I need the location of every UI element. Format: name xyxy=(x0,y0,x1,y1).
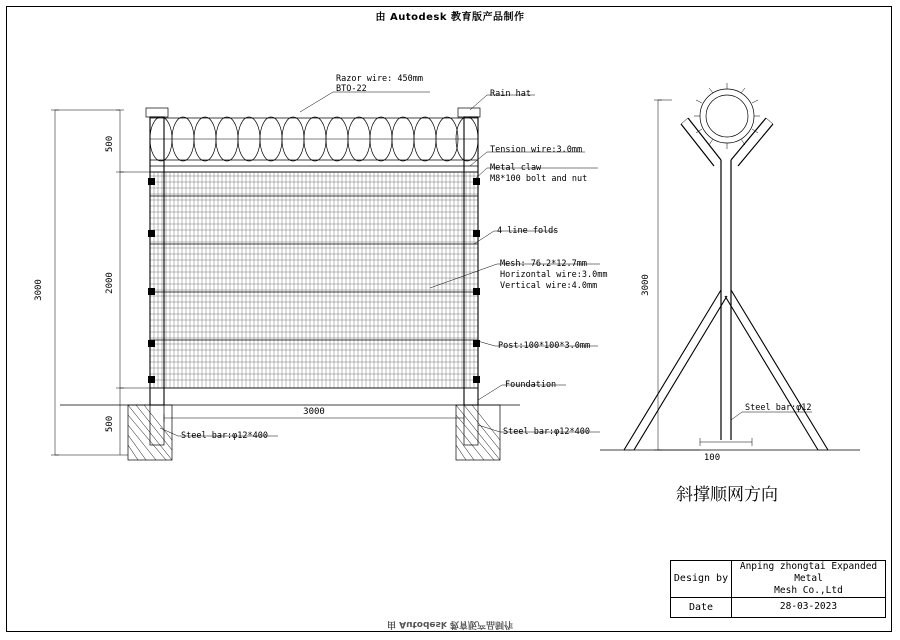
label-metal-claw-line2: M8*100 bolt and nut xyxy=(490,174,588,184)
dim-side-base: 100 xyxy=(703,453,721,463)
title-block-date-label: Date xyxy=(671,598,732,617)
dimension-side-base xyxy=(700,438,752,446)
leader-steel-bar-side xyxy=(731,412,812,420)
dimension-chain xyxy=(116,110,150,455)
label-post: Post:100*100*3.0mm xyxy=(498,341,591,351)
rain-hat xyxy=(146,108,480,117)
dimension-side-height xyxy=(654,100,700,450)
company-name-line1: Anping zhongtai Expanded Metal xyxy=(739,561,878,584)
title-block-row-date xyxy=(671,598,885,617)
dimension-total-height xyxy=(51,110,128,455)
dim-width: 3000 xyxy=(303,407,325,417)
label-steel-bar-right: Steel bar:φ12*400 xyxy=(503,427,590,437)
foundation-right xyxy=(456,405,500,460)
dim-mesh-height: 2000 xyxy=(105,272,115,294)
label-metal-claw-line1: Metal claw xyxy=(490,163,542,173)
title-block-design-label: Design by xyxy=(671,561,732,597)
razor-wire-coil xyxy=(150,117,478,161)
company-name-line2: Mesh Co.,Ltd xyxy=(774,584,843,596)
label-mesh-line3: Vertical wire:4.0mm xyxy=(500,281,598,291)
dim-top-section: 500 xyxy=(105,135,115,153)
label-razor-wire-line2: BTO-22 xyxy=(336,84,367,94)
dim-foundation-depth: 500 xyxy=(105,415,115,433)
foundation-left xyxy=(128,405,172,460)
dim-side-height: 3000 xyxy=(641,274,651,296)
label-rain-hat: Rain hat xyxy=(490,89,531,99)
title-block xyxy=(670,560,886,618)
mesh-panel xyxy=(150,172,478,388)
title-block-date-value: 28-03-2023 xyxy=(779,601,838,613)
title-block-company xyxy=(732,561,885,597)
caption-cn: 斜撑顺网方向 xyxy=(676,485,778,505)
label-steel-bar-side: Steel bar:φ12 xyxy=(745,403,812,413)
title-block-row-design xyxy=(671,561,885,598)
label-mesh-line1: Mesh: 76.2*12.7mm xyxy=(500,259,587,269)
label-four-line-folds: 4 line folds xyxy=(497,226,559,236)
watermark-bottom: 由 Autodesk 教育版产品制作 xyxy=(386,619,513,629)
label-foundation: Foundation xyxy=(505,380,557,390)
dim-total-height: 3000 xyxy=(34,279,44,301)
side-post xyxy=(681,118,773,440)
side-braces xyxy=(624,290,828,450)
watermark-top: 由 Autodesk 教育版产品制作 xyxy=(375,12,525,23)
label-steel-bar-left: Steel bar:φ12*400 xyxy=(181,431,268,441)
label-mesh-line2: Horizontal wire:3.0mm xyxy=(500,270,608,280)
label-tension-wire: Tension wire:3.0mm xyxy=(490,145,583,155)
label-razor-wire-line1: Razor wire: 450mm xyxy=(336,74,423,84)
